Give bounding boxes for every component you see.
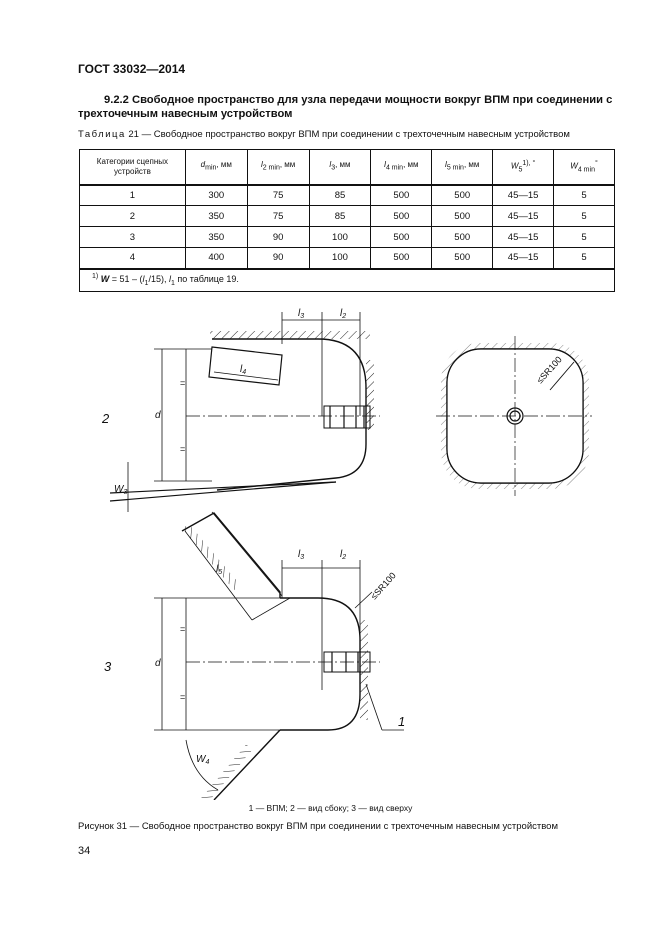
- section-number: 9.2.2: [104, 94, 129, 106]
- front-view: [436, 336, 592, 496]
- table-row: [80, 185, 615, 206]
- table-cell: 100: [309, 227, 371, 248]
- section-heading: [78, 93, 618, 121]
- table-cell: 85: [309, 185, 371, 206]
- header-l5: $l_{5 min}$, мм: [432, 150, 493, 185]
- table-cell: 45—15: [493, 206, 554, 227]
- table-cell: 4: [80, 248, 186, 269]
- table-cell: 45—15: [493, 185, 554, 206]
- table-row: [80, 206, 615, 227]
- header-l2: $l_{2 min}$, мм: [247, 150, 309, 185]
- table-cell: 5: [554, 248, 615, 269]
- document-code: ГОСТ 33032—2014: [78, 62, 186, 76]
- table-cell: 85: [309, 206, 371, 227]
- side-view: [110, 312, 380, 512]
- table-cell: 5: [554, 206, 615, 227]
- table-cell: 2: [80, 206, 186, 227]
- clearance-table: [79, 149, 615, 292]
- page-number: 34: [78, 845, 91, 857]
- table-cell: 3: [80, 227, 186, 248]
- table-cell: 300: [185, 185, 247, 206]
- dim-eq-top-lower: =: [180, 692, 186, 702]
- table-cell: 500: [371, 206, 432, 227]
- view-2-label: 2: [102, 411, 110, 426]
- table-cell: 500: [432, 185, 493, 206]
- table-cell: 5: [554, 185, 615, 206]
- table-cell: 75: [247, 185, 309, 206]
- dim-eq-top-upper: =: [180, 624, 186, 634]
- dim-w4: $W_4$: [196, 754, 210, 766]
- radius-label-top: ≤SR100: [368, 570, 398, 602]
- table-cell: 350: [185, 227, 247, 248]
- table-header-row: [80, 150, 615, 185]
- dim-w3: $W_3$: [114, 484, 128, 496]
- dim-l3-bottom: $l_3$: [298, 549, 305, 561]
- callout-1: 1: [398, 714, 406, 729]
- dim-eq-side-lower: =: [180, 444, 186, 454]
- table-cell: 500: [432, 206, 493, 227]
- table-cell: 400: [185, 248, 247, 269]
- header-l3: $l_3$, мм: [309, 150, 371, 185]
- table-row: [80, 227, 615, 248]
- table-footnote: $^{1)}$ $W = 51 - (l_1/15)$, $l_1$ по таблице 19.: [80, 269, 615, 292]
- table-cell: 1: [80, 185, 186, 206]
- dim-l3-top: $l_3$: [298, 308, 305, 320]
- header-d: $d_{min}$, мм: [185, 150, 247, 185]
- table-caption: [78, 129, 570, 140]
- table-cell: 75: [247, 206, 309, 227]
- table-cell: 90: [247, 248, 309, 269]
- table-cell: 45—15: [493, 248, 554, 269]
- section-title-line1: Свободное пространство для узла передачи мощности вокруг ВПМ при соединении с: [132, 94, 613, 106]
- table-caption-text: 21 — Свободное пространство вокруг ВПМ при соединении с трехточечным навесным устройством: [128, 129, 570, 140]
- table-caption-label: Таблица: [78, 129, 126, 140]
- table-cell: 5: [554, 227, 615, 248]
- dim-l4: $l_4$: [240, 364, 247, 376]
- section-title-line2: трехточечным навесным устройством: [78, 108, 293, 120]
- table-cell: 500: [432, 227, 493, 248]
- table-cell: 100: [309, 248, 371, 269]
- dim-l2-top: $l_2$: [340, 308, 347, 320]
- table-cell: 350: [185, 206, 247, 227]
- table-cell: 500: [432, 248, 493, 269]
- table-cell: 500: [371, 227, 432, 248]
- top-view: [154, 512, 404, 800]
- header-l4: $l_{4 min}$, мм: [371, 150, 432, 185]
- table-footnote-row: [80, 269, 615, 292]
- figure-drawing: [0, 300, 661, 800]
- dim-d-side: d: [155, 410, 161, 421]
- header-category: Категории сцепных устройств: [80, 150, 186, 185]
- table-row: [80, 248, 615, 269]
- header-w4: $W_{4 min}^\circ$: [554, 150, 615, 185]
- table-cell: 45—15: [493, 227, 554, 248]
- table-cell: 90: [247, 227, 309, 248]
- view-3-label: 3: [104, 659, 112, 674]
- figure-legend: 1 — ВПМ; 2 — вид сбоку; 3 — вид сверху: [248, 803, 413, 813]
- dim-d-top: d: [155, 658, 161, 669]
- dim-eq-side-upper: =: [180, 378, 186, 388]
- figure-caption: Рисунок 31 — Свободное пространство вокруг ВПМ при соединении с трехточечным навесным устройством: [78, 821, 558, 832]
- header-w5: $W_5^{1), ^\circ}$: [493, 150, 554, 185]
- table-cell: 500: [371, 185, 432, 206]
- table-cell: 500: [371, 248, 432, 269]
- radius-label-front: ≤SR100: [534, 354, 564, 386]
- dim-l2-bottom: $l_2$: [340, 549, 347, 561]
- dim-l5: $l_5$: [216, 564, 223, 576]
